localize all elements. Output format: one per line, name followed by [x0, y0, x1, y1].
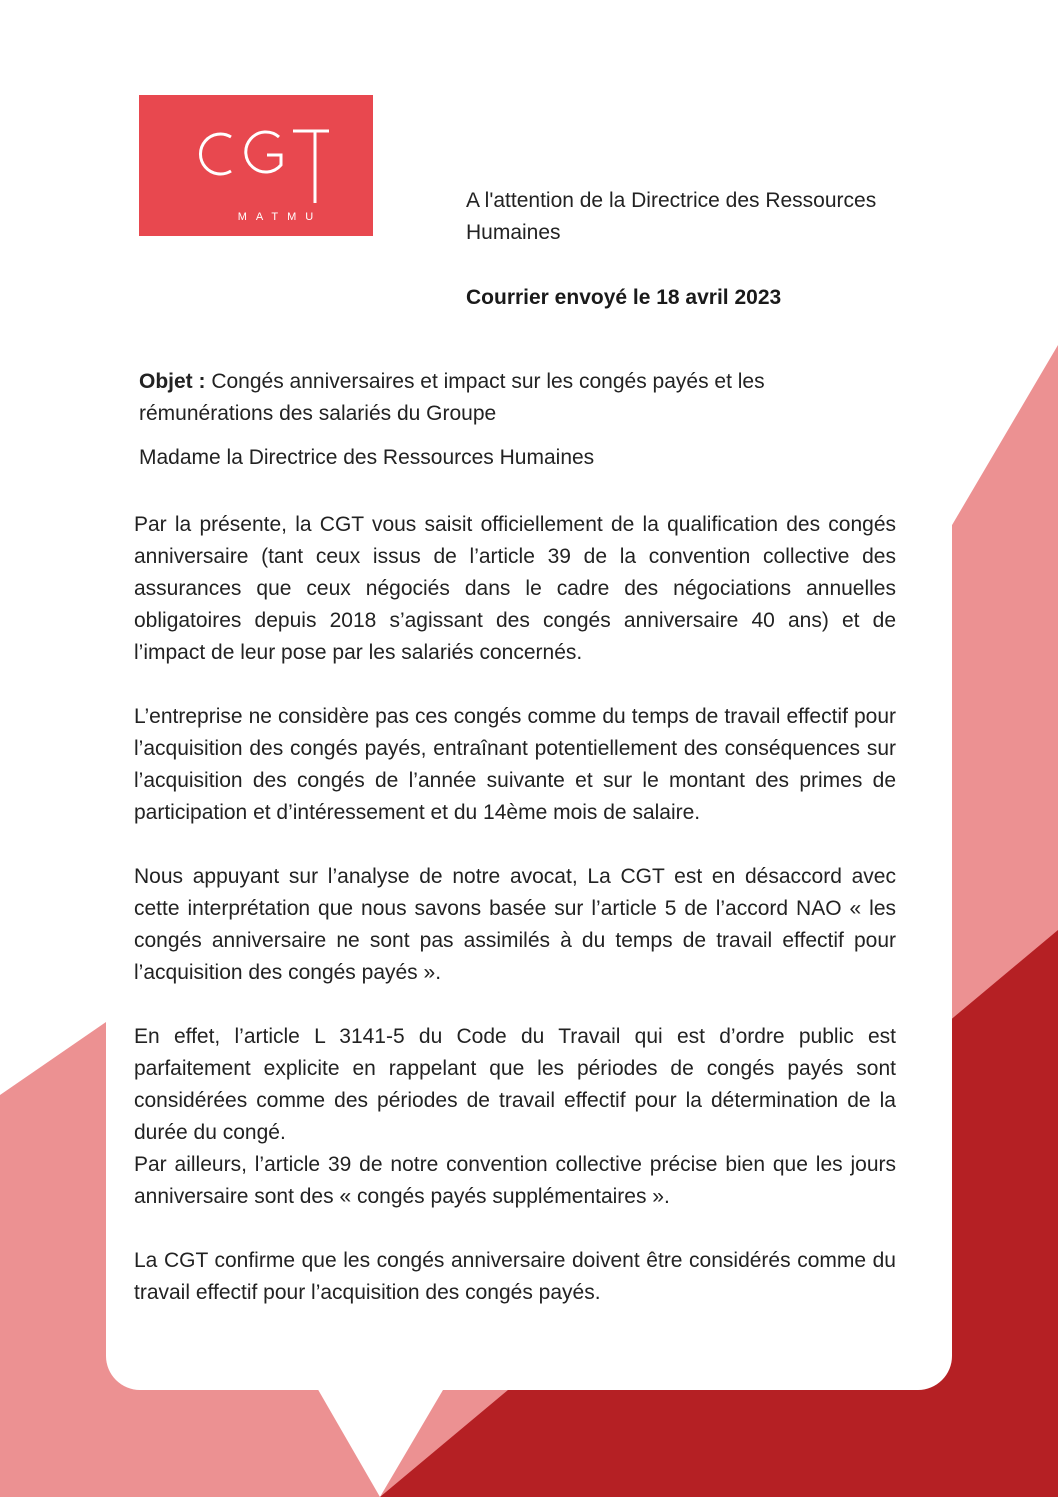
subject-text: Congés anniversaires et impact sur les congés payés et les rémunérations des salariés du Groupe [139, 370, 765, 425]
cgt-matmu-logo [139, 95, 373, 236]
salutation: Madame la Directrice des Ressources Humaines [139, 446, 595, 469]
paragraph-3: Nous appuyant sur l’analyse de notre avocat, La CGT est en désaccord avec cette interprétation que nous savons basée sur l’article 5 de l’accord NAO « les congés anniversaire ne sont pas assimilés à du temps de travail effectif pour l’acquisition des congés payés ». [134, 865, 896, 984]
logo-subtext: MATMU [237, 211, 323, 223]
paragraph-5: Par ailleurs, l’article 39 de notre convention collective précise bien que les jours anniversaire sont des « congés payés supplémentaires ». [134, 1153, 896, 1208]
addressee-line: A l'attention de la Directrice des Ressources Humaines [466, 189, 877, 244]
letter-body [134, 509, 896, 1341]
paragraph-4: En effet, l’article L 3141-5 du Code du Travail qui est d’ordre public est parfaitement explicite en rappelant que les périodes de congés payés sont considérées comme des périodes de travail effectif pour la détermination de la durée du congé. [134, 1025, 896, 1144]
paragraph-2: L’entreprise ne considère pas ces congés comme du temps de travail effectif pour l’acquisition des congés payés, entraînant potentiellement des conséquences sur l’acquisition des congés de l’année suivante et sur le montant des primes de participation et d’intéressement et du 14ème mois de salaire. [134, 705, 896, 824]
subject-line [139, 366, 899, 430]
paragraph-6: La CGT confirme que les congés anniversaire doivent être considérés comme du travail effectif pour l’acquisition des congés payés. [134, 1249, 896, 1304]
subject-label: Objet : [139, 370, 206, 393]
paragraph-1: Par la présente, la CGT vous saisit officiellement de la qualification des congés anniversaire (tant ceux issus de l’article 39 de la convention collective des assurances que ceux négociés dans le cadre des négociations annuelles obligatoires depuis 2018 s’agissant des congés anniversaire 40 ans) et de l’impact de leur pose par les salariés concernés. [134, 513, 896, 664]
sent-date: Courrier envoyé le 18 avril 2023 [466, 286, 782, 309]
